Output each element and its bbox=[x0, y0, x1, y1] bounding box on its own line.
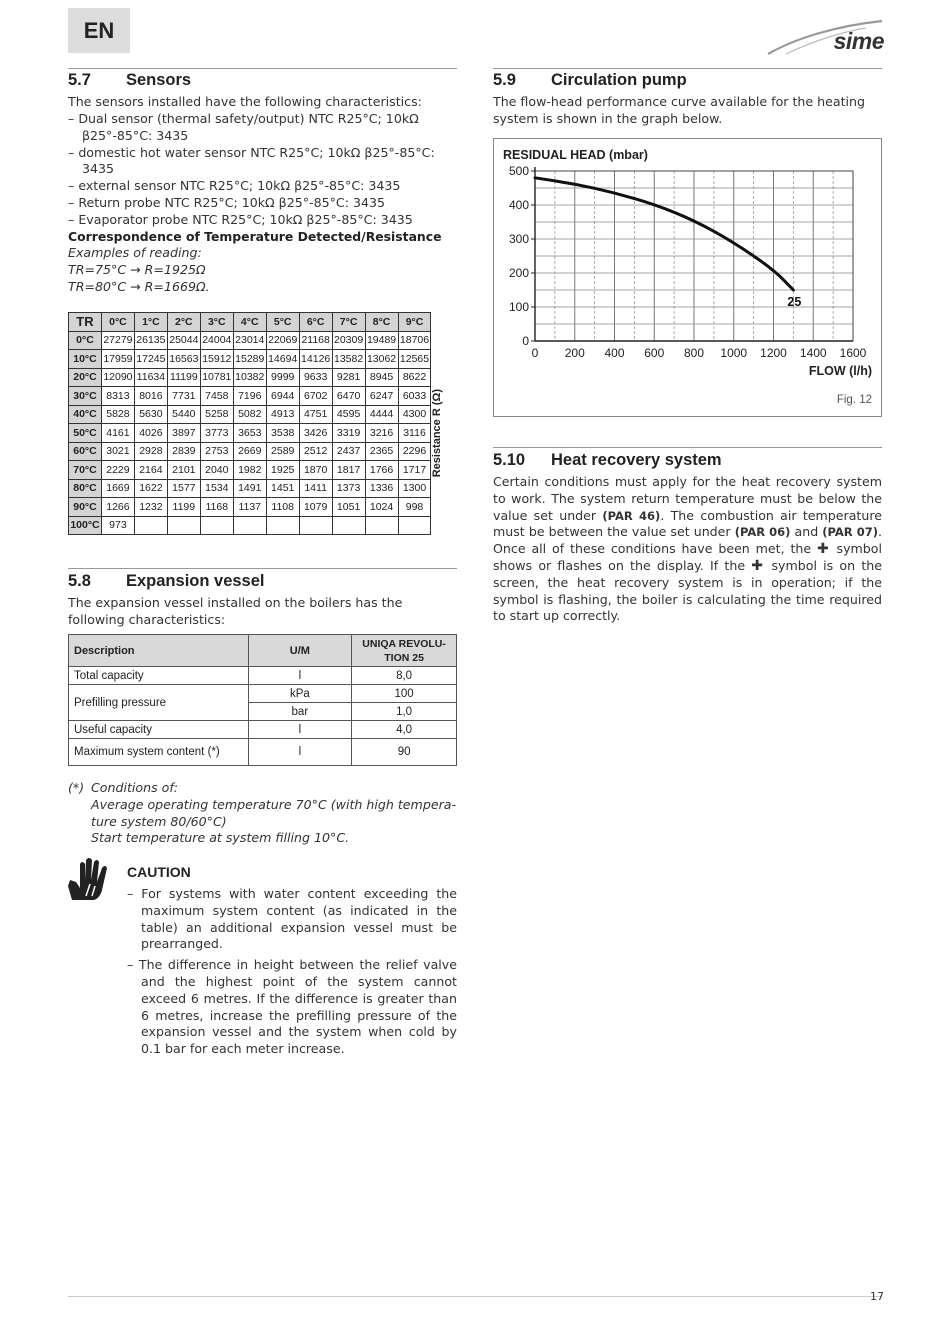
row-header: 90°C bbox=[69, 498, 102, 517]
param-ref: (PAR 46) bbox=[602, 508, 661, 523]
table-cell: 18706 bbox=[398, 331, 431, 350]
sensor-list bbox=[68, 111, 460, 229]
x-tick-label: 1200 bbox=[760, 346, 787, 360]
plus-symbol-icon: ✚ bbox=[751, 557, 766, 574]
x-tick-label: 200 bbox=[564, 346, 585, 360]
cell-value: 100 bbox=[352, 685, 457, 703]
table-cell: 14694 bbox=[266, 350, 299, 369]
table-cell: 1817 bbox=[332, 461, 365, 480]
cell-um: bar bbox=[248, 703, 352, 721]
cell-um: l bbox=[248, 721, 352, 739]
section-rule bbox=[68, 68, 457, 69]
example-reading-2: TR=80°C → R=1669Ω. bbox=[68, 279, 210, 294]
cell-um: kPa bbox=[248, 685, 352, 703]
pump-curve-chart bbox=[494, 139, 881, 416]
table-cell: 5630 bbox=[134, 405, 167, 424]
text-run: . Once all of these conditions have been met, the bbox=[493, 524, 883, 557]
table-cell: 6944 bbox=[266, 387, 299, 406]
table-cell: 1137 bbox=[233, 498, 266, 517]
table-row bbox=[69, 368, 456, 387]
table-cell: 20309 bbox=[332, 331, 365, 350]
pump-intro: The flow-head performance curve available for the heating system is shown in the graph below. bbox=[493, 94, 865, 126]
table-row bbox=[69, 479, 456, 498]
column-header: 2°C bbox=[167, 313, 200, 332]
table-row bbox=[69, 685, 457, 703]
cell-value: 4,0 bbox=[352, 721, 457, 739]
table-cell: 2928 bbox=[134, 442, 167, 461]
table-cell: 15289 bbox=[233, 350, 266, 369]
table-row bbox=[69, 461, 456, 480]
chart-grid bbox=[535, 167, 853, 341]
cell-um: l bbox=[248, 667, 352, 685]
table-cell: 1669 bbox=[101, 479, 134, 498]
y-tick-label: 200 bbox=[508, 266, 529, 280]
table-cell: 1870 bbox=[299, 461, 332, 480]
note-line: Conditions of: bbox=[91, 780, 179, 795]
cell-description: Prefilling pressure bbox=[69, 685, 249, 721]
table-cell: 1024 bbox=[365, 498, 398, 517]
cell-description: Total capacity bbox=[69, 667, 249, 685]
table-cell: 1925 bbox=[266, 461, 299, 480]
table-cell: 10781 bbox=[200, 368, 233, 387]
section-number: 5.9 bbox=[493, 71, 516, 89]
table-cell: 5440 bbox=[167, 405, 200, 424]
column-header: 6°C bbox=[299, 313, 332, 332]
table-cell: 3116 bbox=[398, 424, 431, 443]
table-cell: 17959 bbox=[101, 350, 134, 369]
table-cell: 9281 bbox=[332, 368, 365, 387]
table-cell: 1491 bbox=[233, 479, 266, 498]
param-ref: (PAR 06) bbox=[734, 525, 791, 540]
note-line: Start temperature at system filling 10°C. bbox=[91, 830, 350, 845]
table-row bbox=[69, 721, 457, 739]
cell-value: 8,0 bbox=[352, 667, 457, 685]
table-cell: 1168 bbox=[200, 498, 233, 517]
section-title: Sensors bbox=[126, 71, 192, 89]
resistance-table-body bbox=[69, 331, 456, 535]
caution-hand-icon bbox=[66, 856, 116, 902]
corner-header: TR bbox=[69, 313, 102, 332]
table-cell: 3216 bbox=[365, 424, 398, 443]
table-cell: 2437 bbox=[332, 442, 365, 461]
table-cell: 3897 bbox=[167, 424, 200, 443]
table-cell: 2512 bbox=[299, 442, 332, 461]
note-mark: (*) bbox=[68, 780, 85, 795]
pump-chart-box bbox=[493, 138, 882, 417]
row-header: 0°C bbox=[69, 331, 102, 350]
table-cell: 973 bbox=[101, 516, 134, 535]
table-cell bbox=[332, 516, 365, 535]
text-run: Certain conditions must apply for the heat recovery system to work. The system return temperature must be below the value set under bbox=[493, 474, 882, 523]
section-title: Expansion vessel bbox=[126, 572, 265, 590]
row-header: 20°C bbox=[69, 368, 102, 387]
sensors-intro: The sensors installed have the following characteristics: bbox=[68, 94, 422, 109]
table-cell: 11634 bbox=[134, 368, 167, 387]
column-header: 0°C bbox=[101, 313, 134, 332]
list-item: – The difference in height between the relief valve and the highest point of the system cannot exceed 6 metres. If the difference is greater than 6 metres, increase the prefilling pressure of the expansion vessel and the system when cold by 0.1 bar for each meter increase. bbox=[127, 957, 457, 1058]
table-cell: 1577 bbox=[167, 479, 200, 498]
y-tick-label: 300 bbox=[508, 232, 529, 246]
row-header: 50°C bbox=[69, 424, 102, 443]
table-cell: 2839 bbox=[167, 442, 200, 461]
table-cell: 8622 bbox=[398, 368, 431, 387]
table-cell: 7458 bbox=[200, 387, 233, 406]
plus-symbol-icon: ✚ bbox=[817, 541, 831, 558]
cell-value: 1,0 bbox=[352, 703, 457, 721]
row-header: 30°C bbox=[69, 387, 102, 406]
table-cell: 3426 bbox=[299, 424, 332, 443]
table-cell: 1373 bbox=[332, 479, 365, 498]
y-tick-label: 500 bbox=[508, 164, 529, 178]
section-number: 5.8 bbox=[68, 572, 91, 590]
cell-value: 90 bbox=[352, 739, 457, 766]
x-tick-label: 1600 bbox=[839, 346, 867, 360]
cell-um: l bbox=[248, 739, 352, 766]
table-row bbox=[69, 387, 456, 406]
text-run: symbol is on the screen, the heat recovery system is in operation; if the symbol is flashing, the boiler is calculating the time required to start up correctly. bbox=[493, 557, 882, 624]
column-header: 4°C bbox=[233, 313, 266, 332]
x-tick-label: 800 bbox=[683, 346, 705, 360]
table-cell: 13062 bbox=[365, 350, 398, 369]
correspondence-heading: Correspondence of Temperature Detected/Resistance bbox=[68, 229, 442, 244]
table-cell: 2669 bbox=[233, 442, 266, 461]
section-5-7-heading bbox=[68, 71, 191, 90]
table-cell: 11199 bbox=[167, 368, 200, 387]
table-cell: 1199 bbox=[167, 498, 200, 517]
table-cell: 998 bbox=[398, 498, 431, 517]
brand-wordmark: sime bbox=[833, 28, 884, 54]
table-cell: 2164 bbox=[134, 461, 167, 480]
table-row bbox=[69, 350, 456, 369]
side-spacer bbox=[431, 313, 455, 332]
table-cell: 26135 bbox=[134, 331, 167, 350]
table-cell: 8313 bbox=[101, 387, 134, 406]
list-item: – external sensor NTC R25°C; 10kΩ β25°-85°C: 3435 bbox=[68, 178, 460, 195]
table-cell: 1717 bbox=[398, 461, 431, 480]
table-cell: 1079 bbox=[299, 498, 332, 517]
column-header: 8°C bbox=[365, 313, 398, 332]
expansion-intro: The expansion vessel installed on the boilers has the following characteristics: bbox=[68, 595, 403, 627]
table-cell: 2589 bbox=[266, 442, 299, 461]
column-header: 3°C bbox=[200, 313, 233, 332]
table-cell: 6470 bbox=[332, 387, 365, 406]
table-cell: 3319 bbox=[332, 424, 365, 443]
y-tick-label: 0 bbox=[522, 334, 529, 348]
section-5-8-heading bbox=[68, 572, 265, 591]
table-cell: 5082 bbox=[233, 405, 266, 424]
section-title: Circulation pump bbox=[551, 71, 687, 89]
table-cell: 4913 bbox=[266, 405, 299, 424]
page-number: 17 bbox=[870, 1290, 884, 1303]
table-cell: 5828 bbox=[101, 405, 134, 424]
table-cell: 7731 bbox=[167, 387, 200, 406]
table-cell: 1266 bbox=[101, 498, 134, 517]
table-cell: 1300 bbox=[398, 479, 431, 498]
table-cell: 1451 bbox=[266, 479, 299, 498]
x-tick-label: 1000 bbox=[720, 346, 748, 360]
table-cell: 4595 bbox=[332, 405, 365, 424]
table-row bbox=[69, 667, 457, 685]
example-reading-1: TR=75°C → R=1925Ω bbox=[68, 262, 206, 277]
cell-description: Maximum system content (*) bbox=[69, 739, 249, 766]
section-5-9-heading bbox=[493, 71, 687, 90]
section-rule bbox=[68, 568, 457, 569]
table-cell: 15912 bbox=[200, 350, 233, 369]
row-header: 40°C bbox=[69, 405, 102, 424]
column-header: 1°C bbox=[134, 313, 167, 332]
brand-logo bbox=[766, 18, 884, 56]
chart-y-axis-label: RESIDUAL HEAD (mbar) bbox=[503, 148, 648, 162]
table-cell bbox=[167, 516, 200, 535]
row-header: 60°C bbox=[69, 442, 102, 461]
examples-label: Examples of reading: bbox=[68, 245, 202, 260]
language-badge: EN bbox=[68, 8, 130, 53]
table-cell: 1051 bbox=[332, 498, 365, 517]
column-header: 7°C bbox=[332, 313, 365, 332]
table-cell: 27279 bbox=[101, 331, 134, 350]
table-cell: 2229 bbox=[101, 461, 134, 480]
row-header: 100°C bbox=[69, 516, 102, 535]
table-cell: 21168 bbox=[299, 331, 332, 350]
table-cell: 12565 bbox=[398, 350, 431, 369]
table-cell: 24004 bbox=[200, 331, 233, 350]
column-header: 5°C bbox=[266, 313, 299, 332]
table-cell bbox=[200, 516, 233, 535]
table-cell: 1232 bbox=[134, 498, 167, 517]
caution-title: CAUTION bbox=[127, 864, 191, 880]
x-tick-label: 400 bbox=[604, 346, 625, 360]
table-cell: 6247 bbox=[365, 387, 398, 406]
table-cell: 10382 bbox=[233, 368, 266, 387]
x-tick-label: 600 bbox=[644, 346, 665, 360]
table-cell: 2040 bbox=[200, 461, 233, 480]
table-row bbox=[69, 498, 456, 517]
row-header: 80°C bbox=[69, 479, 102, 498]
table-header-row bbox=[69, 313, 456, 332]
table-row bbox=[69, 442, 456, 461]
text-run: and bbox=[790, 524, 823, 540]
um-header: U/M bbox=[248, 635, 352, 667]
side-label-text: Resistance R (Ω) bbox=[431, 388, 444, 477]
series-label: 25 bbox=[787, 295, 802, 309]
table-cell: 2101 bbox=[167, 461, 200, 480]
cell-description: Useful capacity bbox=[69, 721, 249, 739]
table-cell: 4300 bbox=[398, 405, 431, 424]
table-cell: 2296 bbox=[398, 442, 431, 461]
heat-recovery-text bbox=[493, 474, 882, 625]
table-cell bbox=[365, 516, 398, 535]
list-item: – Dual sensor (thermal safety/output) NTC R25°C; 10kΩ β25°-85°C: 3435 bbox=[68, 111, 460, 145]
y-tick-label: 400 bbox=[508, 198, 529, 212]
table-cell: 25044 bbox=[167, 331, 200, 350]
table-cell: 8945 bbox=[365, 368, 398, 387]
list-item: – Evaporator probe NTC R25°C; 10kΩ β25°-85°C: 3435 bbox=[68, 212, 460, 229]
section-title: Heat recovery system bbox=[551, 451, 722, 469]
table-cell: 17245 bbox=[134, 350, 167, 369]
table-cell: 9999 bbox=[266, 368, 299, 387]
table-row bbox=[69, 405, 456, 424]
table-cell: 6033 bbox=[398, 387, 431, 406]
table-cell: 1534 bbox=[200, 479, 233, 498]
text-run: symbol shows or flashes on the display. If the bbox=[493, 541, 883, 573]
table-cell: 2365 bbox=[365, 442, 398, 461]
section-number: 5.10 bbox=[493, 451, 526, 469]
table-header-row bbox=[69, 635, 457, 667]
table-cell bbox=[134, 516, 167, 535]
table-cell: 22069 bbox=[266, 331, 299, 350]
table-cell: 14126 bbox=[299, 350, 332, 369]
table-cell: 4444 bbox=[365, 405, 398, 424]
table-cell: 1108 bbox=[266, 498, 299, 517]
table-cell: 9633 bbox=[299, 368, 332, 387]
table-row bbox=[69, 424, 456, 443]
table-cell bbox=[398, 516, 431, 535]
table-cell: 3021 bbox=[101, 442, 134, 461]
table-row bbox=[69, 739, 457, 766]
table-cell: 3653 bbox=[233, 424, 266, 443]
table-cell: 4161 bbox=[101, 424, 134, 443]
table-cell bbox=[299, 516, 332, 535]
table-cell: 2753 bbox=[200, 442, 233, 461]
table-cell: 1622 bbox=[134, 479, 167, 498]
table-cell: 1766 bbox=[365, 461, 398, 480]
table-cell: 4751 bbox=[299, 405, 332, 424]
row-header: 10°C bbox=[69, 350, 102, 369]
table-cell: 1336 bbox=[365, 479, 398, 498]
list-item: – domestic hot water sensor NTC R25°C; 10kΩ β25°-85°C: 3435 bbox=[68, 145, 460, 179]
description-header: Description bbox=[69, 635, 249, 667]
row-header: 70°C bbox=[69, 461, 102, 480]
table-cell: 1982 bbox=[233, 461, 266, 480]
y-tick-label: 100 bbox=[508, 300, 529, 314]
column-header: 9°C bbox=[398, 313, 431, 332]
table-cell: 3773 bbox=[200, 424, 233, 443]
table-cell: 4026 bbox=[134, 424, 167, 443]
resistance-axis-label bbox=[431, 331, 455, 535]
x-tick-label: 0 bbox=[531, 346, 539, 360]
model-header: UNIQA REVOLU- TION 25 bbox=[352, 635, 457, 667]
list-item: – Return probe NTC R25°C; 10kΩ β25°-85°C: 3435 bbox=[68, 195, 460, 212]
note-line: ture system 80/60°C) bbox=[91, 814, 227, 829]
x-tick-label: 1400 bbox=[799, 346, 827, 360]
table-cell: 7196 bbox=[233, 387, 266, 406]
expansion-table bbox=[68, 634, 457, 766]
note-line: Average operating temperature 70°C (with high tempera- bbox=[91, 797, 457, 812]
list-item: – For systems with water content exceeding the maximum system content (as indicated in the table) an additional expansion vessel must be prearranged. bbox=[127, 886, 457, 953]
table-cell: 16563 bbox=[167, 350, 200, 369]
table-cell: 5258 bbox=[200, 405, 233, 424]
table-cell: 6702 bbox=[299, 387, 332, 406]
table-cell: 3538 bbox=[266, 424, 299, 443]
table-cell bbox=[266, 516, 299, 535]
section-rule bbox=[493, 68, 882, 69]
table-cell: 12090 bbox=[101, 368, 134, 387]
footer-rule bbox=[68, 1296, 882, 1297]
chart-x-axis-label: FLOW (l/h) bbox=[808, 364, 872, 378]
text-run: . The combustion air temperature must be between the value set under bbox=[493, 507, 882, 540]
section-rule bbox=[493, 447, 882, 448]
section-5-10-heading bbox=[493, 451, 722, 470]
param-ref: (PAR 07) bbox=[822, 525, 879, 540]
table-cell: 1411 bbox=[299, 479, 332, 498]
resistance-table bbox=[68, 312, 455, 535]
table-cell: 23014 bbox=[233, 331, 266, 350]
table-cell: 19489 bbox=[365, 331, 398, 350]
table-cell: 8016 bbox=[134, 387, 167, 406]
section-number: 5.7 bbox=[68, 71, 91, 89]
figure-caption: Fig. 12 bbox=[836, 394, 872, 406]
table-row bbox=[69, 331, 456, 350]
caution-list bbox=[127, 886, 457, 1058]
table-cell: 13582 bbox=[332, 350, 365, 369]
table-cell bbox=[233, 516, 266, 535]
table-row bbox=[69, 516, 456, 535]
